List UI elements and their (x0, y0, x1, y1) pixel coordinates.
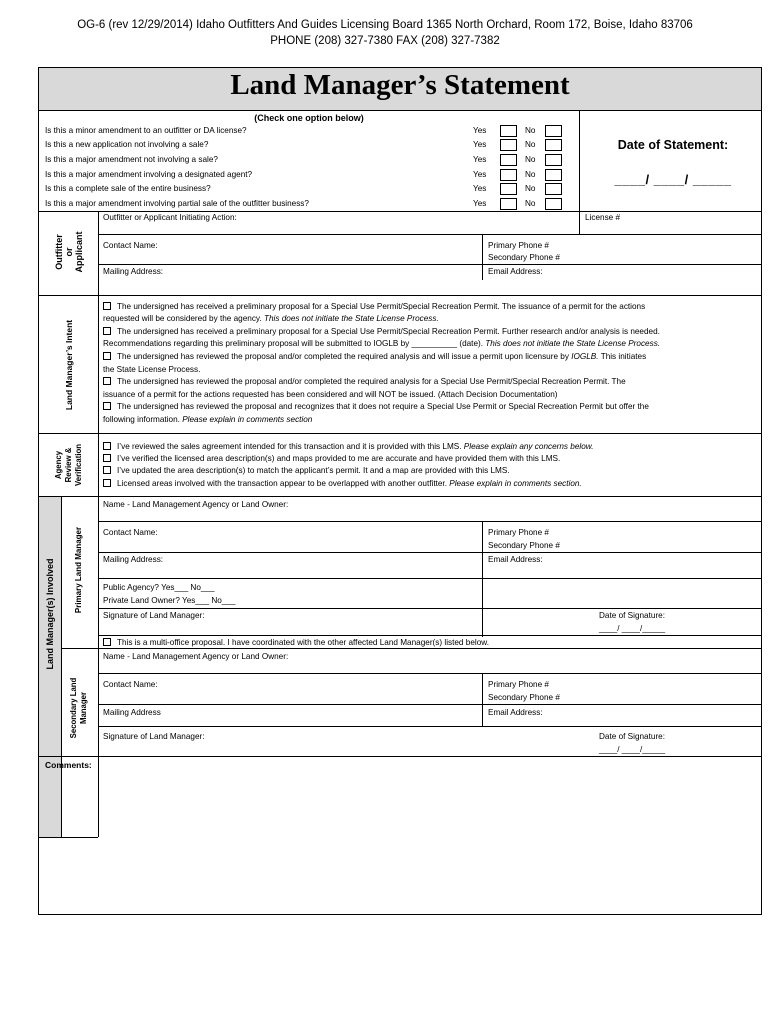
agency-checkbox-1[interactable] (103, 442, 111, 450)
no-checkbox-5[interactable] (545, 183, 562, 195)
intent-line-6: the State License Process. (103, 365, 201, 374)
initiating-action-label: Outfitter or Applicant Initiating Action: (103, 213, 237, 222)
yes-label-1: Yes (473, 126, 487, 135)
private-owner-field[interactable]: Private Land Owner? Yes___ No___ (103, 596, 236, 605)
agency-line-1: I’ve reviewed the sales agreement intended for this transaction and it is provided with this LMS. Please explain any concerns below. (103, 442, 594, 452)
no-label-6: No (525, 199, 536, 208)
question-2: Is this a new application not involving a sale? (45, 140, 209, 149)
no-checkbox-6[interactable] (545, 198, 562, 210)
multi-office-line: This is a multi-office proposal. I have coordinated with the other affected Land Manager(s) listed below. (103, 638, 489, 648)
secondary-name-agency-label: Name - Land Management Agency or Land Owner: (103, 652, 289, 661)
agency-checkbox-4[interactable] (103, 479, 111, 487)
yes-label-5: Yes (473, 184, 487, 193)
intent-checkbox-5[interactable] (103, 402, 111, 410)
primary-date-signature-field[interactable]: ____/ ____/_____ (599, 624, 666, 633)
secondary-email-label: Email Address: (488, 708, 543, 717)
secondary-mailing-address-label: Mailing Address (103, 708, 161, 717)
intent-line-3: The undersigned has received a preliminary proposal for a Special Use Permit/Special Recreation Permit. Further research and/or analysis is needed. (103, 327, 660, 337)
primary-land-manager-label: Primary Land Manager (74, 526, 83, 614)
primary-contact-name-label: Contact Name: (103, 528, 158, 537)
primary-email-label: Email Address: (488, 555, 543, 564)
primary-secondary-phone-label: Secondary Phone # (488, 541, 560, 550)
outfitter-contact-name-label: Contact Name: (103, 241, 158, 250)
agency-checkbox-3[interactable] (103, 466, 111, 474)
primary-name-agency-label: Name - Land Management Agency or Land Owner: (103, 500, 289, 509)
form-header-line2: PHONE (208) 327-7380 FAX (208) 327-7382 (270, 35, 500, 47)
check-one-heading: (Check one option below) (254, 113, 364, 123)
yes-checkbox-1[interactable] (500, 125, 517, 137)
question-1: Is this a minor amendment to an outfitter or DA license? (45, 126, 247, 135)
form-header-line1: OG-6 (rev 12/29/2014) Idaho Outfitters And Guides Licensing Board 1365 North Orchard, Room 172, Boise, Idaho 83706 (77, 19, 693, 31)
title-band (39, 68, 761, 111)
outfitter-email-label: Email Address: (488, 267, 543, 276)
date-of-statement-field[interactable]: ____/ ____/ _____ (614, 172, 732, 187)
question-6: Is this a major amendment involving partial sale of the outfitter business? (45, 199, 309, 208)
intent-checkbox-3[interactable] (103, 352, 111, 360)
no-label-4: No (525, 170, 536, 179)
license-number-label: License # (585, 213, 621, 222)
yes-checkbox-6[interactable] (500, 198, 517, 210)
agency-line-4: Licensed areas involved with the transaction appear to be overlapped with another outfitter. Please explain in comments section. (103, 479, 582, 489)
agency-checkbox-2[interactable] (103, 454, 111, 462)
land-manager-statement-form (38, 67, 762, 915)
no-label-3: No (525, 155, 536, 164)
question-4: Is this a major amendment involving a designated agent? (45, 170, 253, 179)
no-checkbox-4[interactable] (545, 169, 562, 181)
intent-line-5: The undersigned has reviewed the proposal and/or completed the required analysis and will issue a permit upon licensure by IOGLB. This initiates (103, 352, 646, 362)
agency-line-2: I’ve verified the licensed area description(s) and maps provided to me are accurate and have provided them with this LMS. (103, 454, 560, 464)
yes-label-3: Yes (473, 155, 487, 164)
outfitter-section-label: Outfitter or Applicant (54, 231, 84, 273)
primary-signature-label: Signature of Land Manager: (103, 611, 205, 620)
date-of-statement-label: Date of Statement: (617, 138, 729, 152)
intent-line-7: The undersigned has reviewed the proposal and/or completed the required analysis for a Special Use Permit/Special Recreation Permit. The (103, 377, 626, 387)
intent-line-8: issuance of a permit for the actions requested has been considered and will NOT be issued. (Attach Decision Documentation) (103, 390, 558, 399)
comments-label: Comments: (45, 760, 92, 770)
yes-label-2: Yes (473, 140, 487, 149)
no-checkbox-2[interactable] (545, 139, 562, 151)
no-label-1: No (525, 126, 536, 135)
secondary-primary-phone-label: Primary Phone # (488, 680, 549, 689)
intent-checkbox-1[interactable] (103, 302, 111, 310)
question-3: Is this a major amendment not involving a sale? (45, 155, 218, 164)
intent-section-label: Land Manager’s Intent (64, 319, 74, 411)
secondary-contact-name-label: Contact Name: (103, 680, 158, 689)
primary-mailing-address-label: Mailing Address: (103, 555, 164, 564)
intent-line-1: The undersigned has received a preliminary proposal for a Special Use Permit/Special Recreation Permit. The issuance of a permit for the actions (103, 302, 645, 312)
intent-checkbox-4[interactable] (103, 377, 111, 385)
outfitter-secondary-phone-label: Secondary Phone # (488, 253, 560, 262)
page-title: Land Manager’s Statement (230, 69, 570, 101)
secondary-signature-label: Signature of Land Manager: (103, 732, 205, 741)
secondary-date-signature-field[interactable]: ____/ ____/_____ (599, 745, 666, 754)
yes-label-4: Yes (473, 170, 487, 179)
yes-checkbox-3[interactable] (500, 154, 517, 166)
intent-line-10: following information. Please explain in comments section (103, 415, 313, 424)
intent-line-9: The undersigned has reviewed the proposal and recognizes that it does not require a Special Use Permit or Special Recreation Permit but offer the (103, 402, 649, 412)
secondary-land-manager-label: Secondary Land Manager (69, 677, 88, 739)
yes-checkbox-5[interactable] (500, 183, 517, 195)
agency-section-label: Agency Review & Verification (54, 443, 83, 487)
primary-date-signature-label: Date of Signature: (599, 611, 665, 620)
yes-label-6: Yes (473, 199, 487, 208)
intent-line-4: Recommendations regarding this preliminary proposal will be submitted to IOGLB by __________ (date). This does not initiate the State License Process. (103, 339, 661, 348)
outfitter-primary-phone-label: Primary Phone # (488, 241, 549, 250)
intent-checkbox-2[interactable] (103, 327, 111, 335)
land-managers-section-label: Land Manager(s) Involved (45, 558, 55, 670)
yes-checkbox-4[interactable] (500, 169, 517, 181)
no-checkbox-3[interactable] (545, 154, 562, 166)
no-label-2: No (525, 140, 536, 149)
agency-line-3: I’ve updated the area description(s) to match the applicant’s permit. It and a map are provided with this LMS. (103, 466, 510, 476)
yes-checkbox-2[interactable] (500, 139, 517, 151)
public-agency-field[interactable]: Public Agency? Yes___ No___ (103, 583, 215, 592)
no-checkbox-1[interactable] (545, 125, 562, 137)
secondary-secondary-phone-label: Secondary Phone # (488, 693, 560, 702)
outfitter-mailing-address-label: Mailing Address: (103, 267, 164, 276)
primary-phone-label: Primary Phone # (488, 528, 549, 537)
no-label-5: No (525, 184, 536, 193)
multi-office-checkbox[interactable] (103, 638, 111, 646)
intent-line-2: requested will be considered by the agency. This does not initiate the State License Process. (103, 314, 439, 323)
question-5: Is this a complete sale of the entire business? (45, 184, 211, 193)
secondary-date-signature-label: Date of Signature: (599, 732, 665, 741)
